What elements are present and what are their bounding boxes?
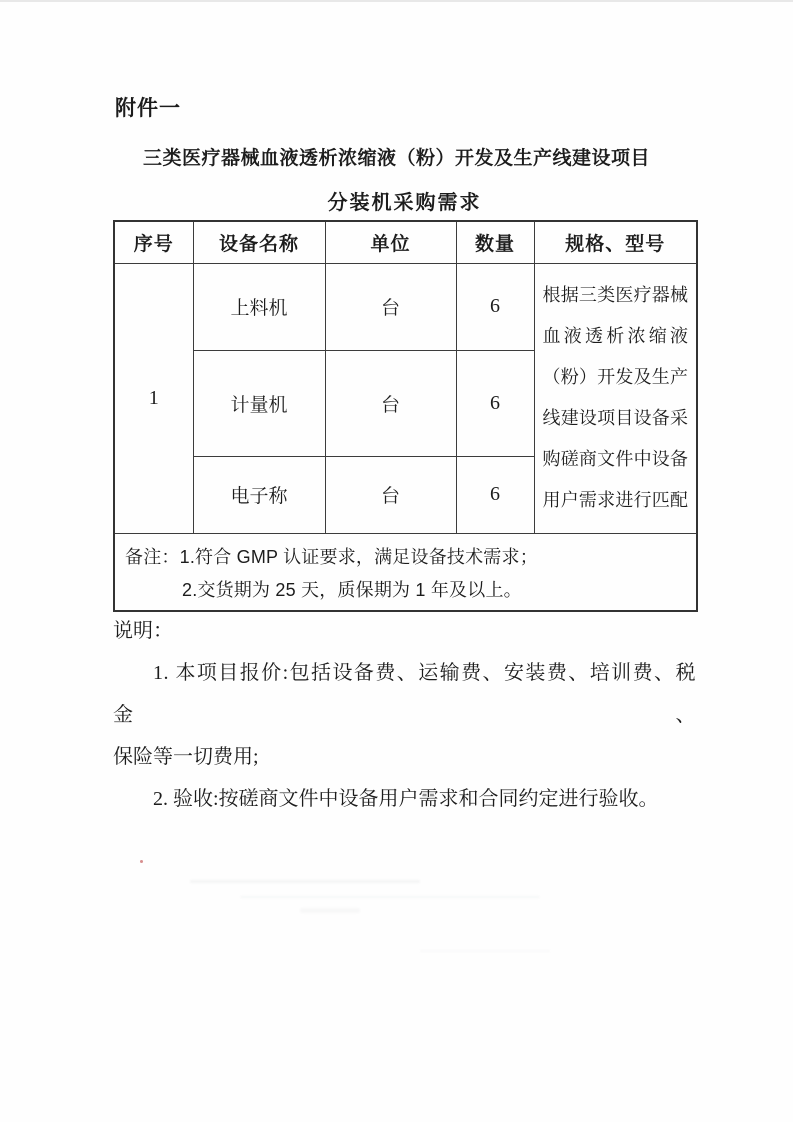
spec-text-line: 线建设项目设备采 (542, 408, 688, 428)
document-title: 三类医疗器械血液透析浓缩液（粉）开发及生产线建设项目 (142, 148, 650, 169)
header-unit: 单位 (325, 221, 456, 263)
scan-artifact-smudge (420, 950, 550, 952)
unit-cell: 台 (325, 456, 456, 533)
remarks-text-1: 1.符合 GMP 认证要求，满足设备技术需求； (179, 546, 538, 567)
header-equipment-name: 设备名称 (193, 221, 325, 263)
serial-number-cell: 1 (114, 263, 193, 533)
equipment-name-cell: 电子称 (193, 456, 325, 533)
explanation-item2: 2. 验收:按磋商文件中设备用户需求和合同约定进行验收。 (153, 788, 659, 810)
scan-artifact-smudge (300, 908, 360, 913)
scan-artifact-smudge (240, 896, 540, 898)
spec-text-line: 根据三类医疗器械 (542, 285, 688, 305)
quantity-cell: 6 (456, 350, 534, 456)
remarks-line-1 (125, 541, 686, 574)
scan-artifact-smudge (190, 880, 420, 883)
unit-cell: 台 (325, 263, 456, 350)
remarks-label: 备注： (125, 546, 180, 567)
procurement-table (113, 220, 698, 612)
explanation-item1-line2: 保险等一切费用; (113, 746, 259, 768)
spec-text-line: 血液透析浓缩液 (542, 326, 688, 346)
equipment-name-cell: 上料机 (193, 263, 325, 350)
quantity-cell: 6 (456, 456, 534, 533)
spec-text (543, 275, 689, 521)
spec-text-line: 购磋商文件中设备 (542, 449, 688, 469)
table-row (114, 263, 697, 350)
table-note-row (114, 533, 697, 611)
attachment-label: 附件一 (115, 97, 181, 120)
document-subtitle: 分装机采购需求 (327, 192, 482, 214)
scan-artifact-red-dot (140, 860, 143, 863)
scan-edge (0, 0, 793, 2)
explanation-section (113, 610, 696, 820)
quantity-cell: 6 (456, 263, 534, 350)
header-spec-model: 规格、型号 (534, 221, 697, 263)
spec-text-line: （粉）开发及生产 (542, 367, 688, 387)
spec-model-cell (534, 263, 697, 533)
header-serial: 序号 (114, 221, 193, 263)
explanation-item1-line1: 1. 本项目报价:包括设备费、运输费、安装费、培训费、税金、 (113, 662, 696, 726)
spec-text-line: 用户需求进行匹配 (542, 490, 688, 510)
explanation-label: 说明： (113, 620, 173, 642)
table-header-row (114, 221, 697, 263)
remarks-cell (114, 533, 697, 611)
equipment-name-cell: 计量机 (193, 350, 325, 456)
remarks-line-2: 2.交货期为 25 天，质保期为 1 年及以上。 (182, 579, 522, 600)
unit-cell: 台 (325, 350, 456, 456)
header-quantity: 数量 (456, 221, 534, 263)
